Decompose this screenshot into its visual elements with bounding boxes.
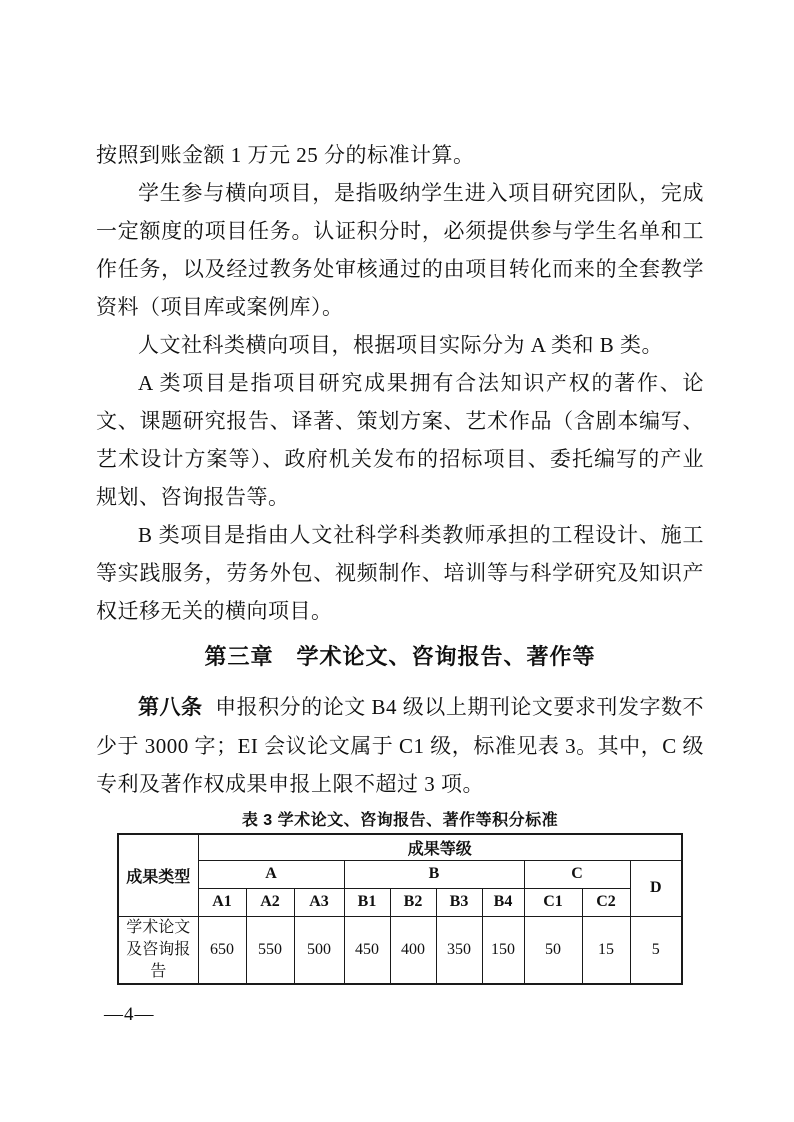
group-header-a: A: [198, 860, 344, 888]
article-text: 申报积分的论文 B4 级以上期刊论文要求刊发字数不少于 3000 字；EI 会议论文属于 C1 级，标准见表 3。其中，C 级专利及著作权成果申报上限不超过 3 项。: [96, 695, 704, 796]
paragraph-5: B 类项目是指由人文社科学科类教师承担的工程设计、施工等实践服务，劳务外包、视频制作、培训等与科学研究及知识产权迁移无关的横向项目。: [96, 523, 704, 623]
col-header-b3: B3: [436, 888, 482, 916]
document-content: [96, 136, 704, 985]
page-number: —4—: [104, 1004, 155, 1025]
chapter-heading: 第三章 学术论文、咨询报告、著作等: [204, 644, 596, 669]
score-a3: 500: [294, 916, 344, 984]
score-d: 5: [630, 916, 682, 984]
col-header-b4: B4: [482, 888, 524, 916]
score-b4: 150: [482, 916, 524, 984]
col-header-a2: A2: [246, 888, 294, 916]
score-table: [117, 833, 683, 985]
score-b2: 400: [390, 916, 436, 984]
col-header-a3: A3: [294, 888, 344, 916]
paragraph-1: 按照到账金额 1 万元 25 分的标准计算。: [96, 143, 475, 167]
col-header-c1: C1: [524, 888, 582, 916]
score-a2: 550: [246, 916, 294, 984]
group-header-c: C: [524, 860, 630, 888]
score-a1: 650: [198, 916, 246, 984]
score-b3: 350: [436, 916, 482, 984]
article-number: 第八条: [138, 696, 203, 719]
score-c2: 15: [582, 916, 630, 984]
header-result-type: 成果类型: [118, 834, 198, 916]
col-header-b1: B1: [344, 888, 390, 916]
col-header-d: D: [630, 860, 682, 916]
header-result-grade: 成果等级: [198, 834, 682, 860]
col-header-a1: A1: [198, 888, 246, 916]
table-caption: 表 3 学术论文、咨询报告、著作等积分标准: [241, 812, 559, 829]
paragraph-2: 学生参与横向项目，是指吸纳学生进入项目研究团队，完成一定额度的项目任务。认证积分时，必须提供参与学生名单和工作任务，以及经过教务处审核通过的由项目转化而来的全套教学资料（项目库或案例库）。: [96, 181, 704, 319]
score-b1: 450: [344, 916, 390, 984]
paragraph-4: A 类项目是指项目研究成果拥有合法知识产权的著作、论文、课题研究报告、译著、策划方案、艺术作品（含剧本编写、艺术设计方案等）、政府机关发布的招标项目、委托编写的产业规划、咨询报告等。: [96, 371, 704, 509]
paragraph-3: 人文社科类横向项目，根据项目实际分为 A 类和 B 类。: [138, 333, 664, 357]
table-row: [118, 916, 682, 984]
col-header-b2: B2: [390, 888, 436, 916]
group-header-b: B: [344, 860, 524, 888]
score-c1: 50: [524, 916, 582, 984]
result-type-cell: 学术论文及咨询报告: [118, 916, 198, 984]
col-header-c2: C2: [582, 888, 630, 916]
article-paragraph: [96, 688, 704, 803]
